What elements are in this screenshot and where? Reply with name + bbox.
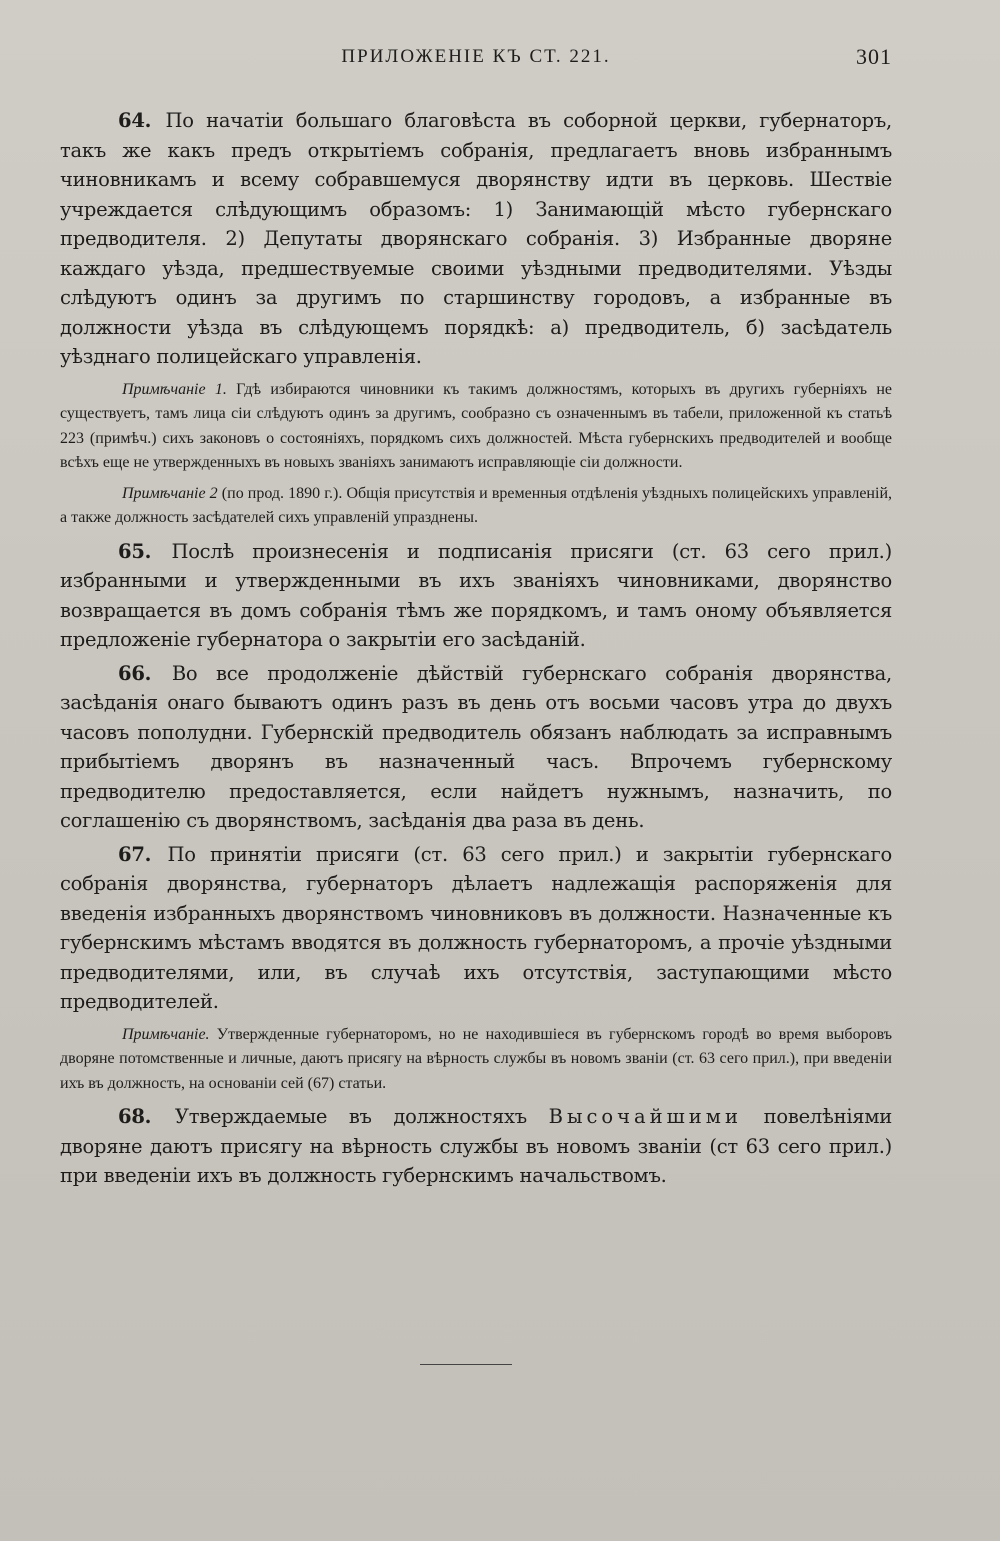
body-text bbox=[60, 106, 892, 1195]
article-66 bbox=[60, 659, 892, 836]
note-2 bbox=[60, 482, 892, 531]
article-text: По начатіи большаго благовѣста въ соборной церкви, губернаторъ, такъ же какъ предъ открытіемъ собранія, предлагаетъ вновь избраннымъ чиновникамъ и всему собравшемуся дворянству идти въ церковь. Шествіе учреждается слѣдующимъ образомъ: 1) Занимающій мѣсто губернскаго предводителя. 2) Депутаты дворянскаго собранія. 3) Избранные дворяне каждаго уѣзда, предшествуемые своими уѣздными предводителями. Уѣзды слѣдуютъ одинъ за другимъ по старшинству городовъ, а избранные въ должности уѣзда въ слѣдующемъ порядкѣ: а) предводитель, б) засѣдатель уѣзднаго полицейскаго управленія. bbox=[60, 109, 892, 368]
note-1 bbox=[60, 378, 892, 476]
article-number: 64. bbox=[118, 109, 152, 132]
article-number: 65. bbox=[118, 539, 152, 563]
page-number: 301 bbox=[856, 44, 892, 69]
note-label: Примѣчаніе 2 bbox=[122, 484, 218, 502]
article-68 bbox=[60, 1102, 892, 1191]
note-label: Примѣчаніе 1. bbox=[122, 380, 227, 398]
article-number: 67. bbox=[118, 842, 152, 866]
article-64 bbox=[60, 106, 892, 372]
article-65 bbox=[60, 537, 892, 655]
article-number: 66. bbox=[118, 661, 152, 685]
end-rule bbox=[420, 1364, 512, 1365]
note-3 bbox=[60, 1023, 892, 1097]
spaced-emphasis: Высочайшими bbox=[548, 1105, 742, 1128]
article-text-continued: повелѣніями дворяне даютъ присягу на вѣрность службы въ новомъ званіи (ст 63 сего прил.) при введеніи ихъ въ должность губернскимъ начальствомъ. bbox=[60, 1105, 893, 1187]
running-head bbox=[60, 40, 892, 80]
note-text: Гдѣ избираются чиновники къ такимъ должностямъ, которыхъ въ другихъ губерніяхъ не существуетъ, тамъ лица сіи слѣдуютъ одинъ за другимъ, сообразно съ означеннымъ въ табели, приложенной къ статьѣ 223 (примѣч.) сихъ законовъ о состояніяхъ, порядкомъ сихъ должностей. Мѣста губернскихъ предводителей и вообще всѣхъ еще не утвержденныхъ въ новыхъ званіяхъ занимаютъ исправляющіе сіи должности. bbox=[60, 380, 893, 471]
article-text: Утверждаемые въ должностяхъ bbox=[174, 1105, 527, 1128]
article-number: 68. bbox=[118, 1105, 152, 1128]
article-text: Во все продолженіе дѣйствій губернскаго собранія дворянства, засѣданія онаго бываютъ одинъ разъ въ день отъ восьми часовъ утра до двухъ часовъ пополудни. Губернскій предводитель обязанъ наблюдать за исправнымъ прибытіемъ дворянъ въ назначенный часъ. Впрочемъ губернскому предводителю предоставляется, если найдетъ нужнымъ, назначить, по соглашенію съ дворянствомъ, засѣданія два раза въ день. bbox=[60, 661, 892, 832]
article-text: По принятіи присяги (ст. 63 сего прил.) и закрытіи губернскаго собранія дворянства, губернаторъ дѣлаетъ надлежащія распоряженія для введенія избранныхъ дворянствомъ чиновниковъ въ должности. Назначенные къ губернскимъ мѣстамъ вводятся въ должность губернаторомъ, а прочіе уѣздными предводителями, или, въ случаѣ ихъ отсутствія, заступающими мѣсто предводителей. bbox=[60, 842, 892, 1013]
article-67 bbox=[60, 840, 892, 1017]
note-text: (по прод. 1890 г.). Общія присутствія и временныя отдѣленія уѣздныхъ полицейскихъ управленій, а также должность засѣдателей сихъ управленій упразднены. bbox=[60, 484, 893, 526]
article-text: Послѣ произнесенія и подписанія присяги (ст. 63 сего прил.) избранными и утвержденными въ ихъ званіяхъ чиновниками, дворянство возвращается въ домъ собранія тѣмъ же порядкомъ, и тамъ оному объявляется предложеніе губернатора о закрытіи его засѣданій. bbox=[60, 539, 892, 651]
note-label: Примѣчаніе. bbox=[122, 1025, 210, 1043]
note-text: Утвержденные губернаторомъ, но не находившіеся въ губернскомъ городѣ во время выборовъ дворяне потомственные и личные, даютъ присягу на вѣрность службы въ новомъ званіи (ст. 63 сего прил.), при введеніи ихъ въ должность, на основаніи сей (67) статьи. bbox=[60, 1025, 893, 1092]
running-head-title: ПРИЛОЖЕНІЕ КЪ СТ. 221. bbox=[341, 46, 611, 67]
